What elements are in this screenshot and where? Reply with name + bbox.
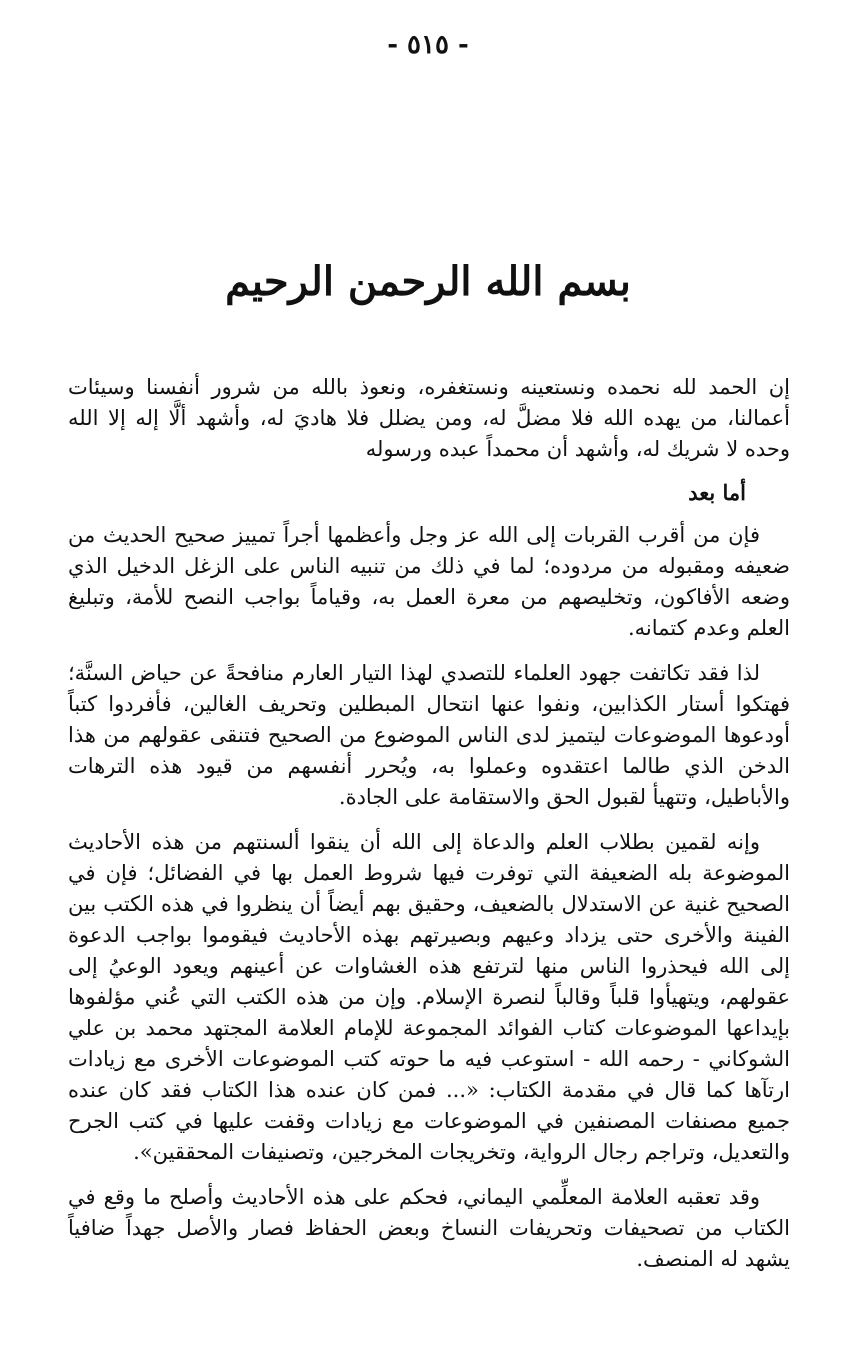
- paragraph-4: وقد تعقبه العلامة المعلِّمي اليماني، فحكم على هذه الأحاديث وأصلح ما وقع في الكتاب من تصحيفات وتحريفات النساخ وبعض الحفاظ فصار والأصل جهداً ضافياً يشهد له المنصف.: [68, 1185, 790, 1271]
- paragraph-3: وإنه لقمين بطلاب العلم والدعاة إلى الله أن ينقوا ألسنتهم من هذه الأحاديث الموضوعة بله الضعيفة التي توفرت فيها شروط العمل بها في الفضائل؛ فإن في الصحيح غنية عن الاستدلال بالضعيف، وحقيق بهم أيضاً أن ينظروا في هذه الكتب بين الفينة والأخرى حتى يزداد وعيهم وبصيرتهم بهذه الأحاديث فيقوموا بواجب الدعوة إلى الله فيحذروا الناس منها لترتفع هذه الغشاوات عن أعينهم ويعود الوعيُ إلى عقولهم، ويتهيأوا قلباً وقالباً لنصرة الإسلام. وإن من هذه الكتب التي عُني مؤلفوها بإيداعها الموضوعات كتاب الفوائد المجموعة للإمام العلامة المجتهد محمد بن علي الشوكاني - رحمه الله - استوعب فيه ما حوته كتب الموضوعات الأخرى مع زيادات ارتآها كما قال في مقدمة الكتاب: «... فمن كان عنده هذا الكتاب فقد كان عنده جميع مصنفات المصنفين في الموضوعات مع زيادات وقفت عليها في كتب الجرح والتعديل، وتراجم رجال الرواية، وتخريجات المخرجين، وتصنيفات المحققين».: [68, 830, 790, 1164]
- body-text: [68, 372, 790, 1275]
- basmala-heading: بسم الله الرحمن الرحيم: [225, 258, 631, 305]
- paragraph-1: فإن من أقرب القربات إلى الله عز وجل وأعظمها أجراً تمييز صحيح الحديث من ضعيفه ومقبوله من مردوده؛ لما في ذلك من تنبيه الناس على الزغل الدخيل الذي وضعه الأفاكون، وتخليصهم من معرة العمل به، وقياماً بواجب النصح للأمة، وتبليغ العلم وعدم كتمانه.: [68, 523, 790, 640]
- opening-paragraph: إن الحمد لله نحمده ونستعينه ونستغفره، ونعوذ بالله من شرور أنفسنا وسيئات أعمالنا، من يهده الله فلا مضلَّ له، ومن يضلل فلا هاديَ له، وأشهد ألَّا إله إلا الله وحده لا شريك له، وأشهد أن محمداً عبده ورسوله: [68, 375, 790, 461]
- amma-baad-heading: أما بعد: [688, 480, 746, 505]
- page-number: - ٥١٥ -: [387, 30, 469, 60]
- paragraph-2: لذا فقد تكاتفت جهود العلماء للتصدي لهذا التيار العارم منافحةً عن حياض السنَّة؛ فهتكوا أستار الكذابين، ونفوا عنها انتحال المبطلين وتحريف الغالين، فأفردوا كتباً أودعوها الموضوعات ليتميز لدى الناس الموضوع من الصحيح فتنقى عقولهم من هذا الدخن الذي طالما اعتقدوه وعملوا به، ويُحرر أنفسهم من قيود هذه الترهات والأباطيل، وتتهيأ لقبول الحق والاستقامة على الجادة.: [68, 661, 790, 809]
